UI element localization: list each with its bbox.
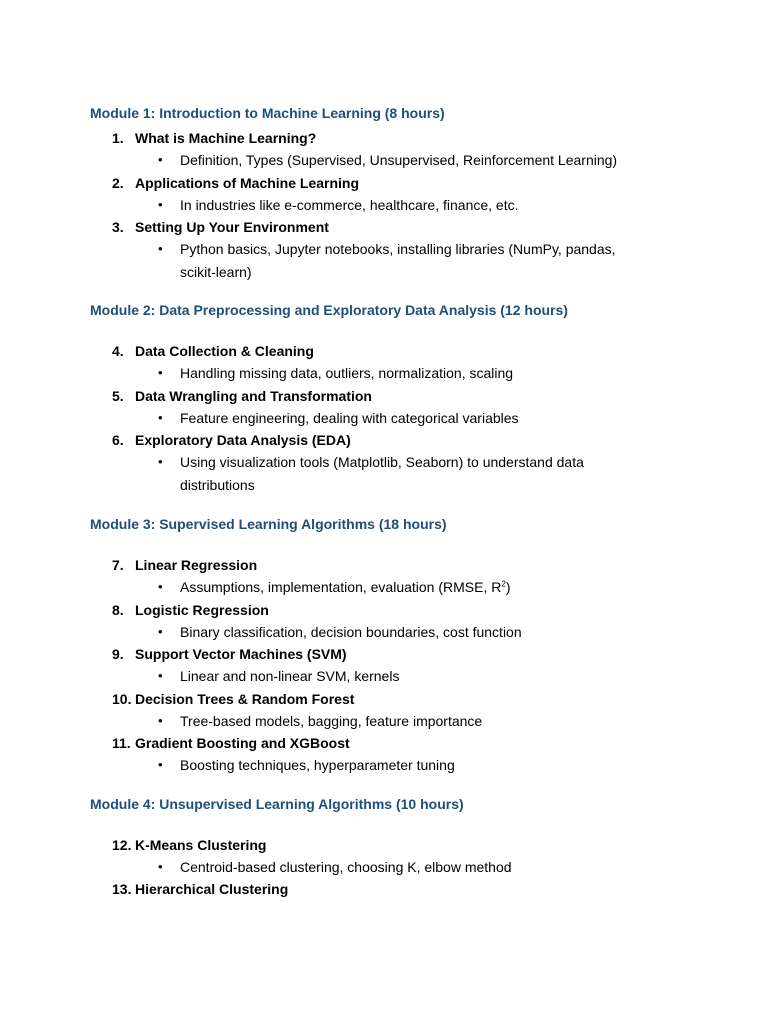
- item-heading: [90, 172, 690, 194]
- bullet-icon: •: [158, 858, 163, 874]
- bullet-item: [90, 754, 650, 777]
- item-heading: [90, 554, 690, 576]
- bullet-list: [90, 621, 690, 644]
- bullet-icon: •: [158, 623, 163, 639]
- bullet-item: [90, 362, 650, 385]
- item-title: Hierarchical Clustering: [135, 881, 289, 897]
- bullet-list: [90, 710, 690, 733]
- module-3-list: [90, 554, 690, 777]
- bullet-list: [90, 576, 690, 599]
- bullet-icon: •: [158, 365, 163, 380]
- item-number: 12.: [112, 836, 132, 853]
- document-content: [90, 103, 690, 900]
- superscript-two: 2: [501, 579, 506, 589]
- list-item: [90, 732, 690, 777]
- module-2-heading: Module 2: Data Preprocessing and Exploratory Data Analysis (12 hours): [90, 302, 568, 318]
- item-title: Linear Regression: [135, 557, 258, 573]
- bullet-list: [90, 407, 690, 430]
- list-item: [90, 834, 690, 879]
- bullet-text: Assumptions, implementation, evaluation (RMSE, R: [180, 579, 502, 595]
- item-number: 4.: [112, 343, 124, 359]
- item-number: 3.: [112, 219, 124, 235]
- item-number: 7.: [112, 557, 124, 573]
- item-title: Gradient Boosting and XGBoost: [135, 735, 350, 751]
- bullet-list: [90, 149, 690, 172]
- bullet-list: [90, 238, 690, 283]
- item-title: K-Means Clustering: [135, 836, 267, 853]
- bullet-icon: •: [158, 152, 163, 167]
- list-item: [90, 216, 690, 283]
- bullet-item: [90, 407, 650, 430]
- item-number: 13.: [112, 881, 132, 897]
- item-title: Exploratory Data Analysis (EDA): [135, 432, 351, 448]
- bullet-icon: •: [158, 454, 163, 469]
- item-number: 6.: [112, 432, 124, 448]
- bullet-icon: •: [158, 241, 163, 256]
- item-number: 11.: [112, 735, 131, 751]
- bullet-item: [90, 710, 650, 733]
- bullet-item: [90, 576, 650, 599]
- bullet-item: [90, 856, 650, 879]
- bullet-item: [90, 665, 650, 688]
- list-item: [90, 688, 690, 733]
- item-title: Setting Up Your Environment: [135, 219, 329, 235]
- bullet-text: Linear and non-linear SVM, kernels: [180, 668, 400, 684]
- module-4-heading: Module 4: Unsupervised Learning Algorithms (10 hours): [90, 795, 464, 812]
- item-number: 5.: [112, 387, 124, 404]
- bullet-item: [90, 194, 650, 217]
- bullet-icon: •: [158, 196, 163, 212]
- list-item: [90, 878, 690, 900]
- item-title: Data Collection & Cleaning: [135, 343, 314, 359]
- module-1-list: [90, 127, 690, 283]
- bullet-item: [90, 621, 650, 644]
- item-number: 1.: [112, 130, 124, 146]
- item-number: 10.: [112, 690, 132, 707]
- list-item: [90, 127, 690, 172]
- bullet-text: In industries like e-commerce, healthcare, finance, etc.: [180, 196, 519, 213]
- list-item: [90, 340, 690, 385]
- item-heading: [90, 429, 690, 451]
- module-1-heading: Module 1: Introduction to Machine Learning (8 hours): [90, 105, 445, 121]
- item-heading: [90, 216, 690, 238]
- item-number: 2.: [112, 174, 124, 191]
- item-heading: [90, 834, 690, 856]
- item-title: Decision Trees & Random Forest: [135, 690, 355, 707]
- item-title: Applications of Machine Learning: [135, 174, 360, 191]
- bullet-item: [90, 149, 650, 172]
- bullet-text: Binary classification, decision boundaries, cost function: [180, 623, 522, 640]
- item-heading: [90, 878, 690, 900]
- bullet-text: Centroid-based clustering, choosing K, elbow method: [180, 858, 512, 875]
- bullet-icon: •: [158, 668, 163, 683]
- item-number: 9.: [112, 646, 124, 662]
- bullet-icon: •: [158, 409, 163, 425]
- bullet-text: Boosting techniques, hyperparameter tuning: [180, 757, 455, 773]
- bullet-icon: •: [158, 579, 163, 594]
- module-3-heading: Module 3: Supervised Learning Algorithms (18 hours): [90, 516, 447, 532]
- item-heading: [90, 688, 690, 710]
- list-item: [90, 429, 690, 496]
- list-item: [90, 554, 690, 599]
- bullet-icon: •: [158, 757, 163, 772]
- item-heading: [90, 599, 690, 621]
- bullet-text: Tree-based models, bagging, feature importance: [180, 712, 483, 729]
- item-number: 8.: [112, 601, 124, 618]
- item-heading: [90, 127, 690, 149]
- item-heading: [90, 385, 690, 407]
- module-4-list: [90, 834, 690, 901]
- bullet-list: [90, 856, 690, 879]
- bullet-icon: •: [158, 712, 163, 728]
- bullet-list: [90, 362, 690, 385]
- bullet-text: Python basics, Jupyter notebooks, installing libraries (NumPy, pandas, scikit-learn): [180, 241, 616, 280]
- list-item: [90, 599, 690, 644]
- item-heading: [90, 643, 690, 665]
- bullet-text: Definition, Types (Supervised, Unsupervised, Reinforcement Learning): [180, 152, 618, 168]
- bullet-text-tail: ): [505, 579, 511, 595]
- bullet-list: [90, 754, 690, 777]
- bullet-item: [90, 238, 650, 283]
- item-heading: [90, 732, 690, 754]
- item-title: Data Wrangling and Transformation: [135, 387, 372, 404]
- bullet-text: Using visualization tools (Matplotlib, Seaborn) to understand data distributions: [180, 454, 584, 493]
- item-title: What is Machine Learning?: [135, 130, 317, 146]
- item-title: Support Vector Machines (SVM): [135, 646, 347, 662]
- item-title: Logistic Regression: [135, 601, 269, 618]
- list-item: [90, 385, 690, 430]
- bullet-text: Handling missing data, outliers, normalization, scaling: [180, 365, 514, 381]
- item-heading: [90, 340, 690, 362]
- module-2-list: [90, 340, 690, 496]
- bullet-list: [90, 451, 690, 496]
- list-item: [90, 172, 690, 217]
- bullet-item: [90, 451, 650, 496]
- bullet-text: Feature engineering, dealing with categorical variables: [180, 409, 519, 426]
- list-item: [90, 643, 690, 688]
- bullet-list: [90, 194, 690, 217]
- bullet-list: [90, 665, 690, 688]
